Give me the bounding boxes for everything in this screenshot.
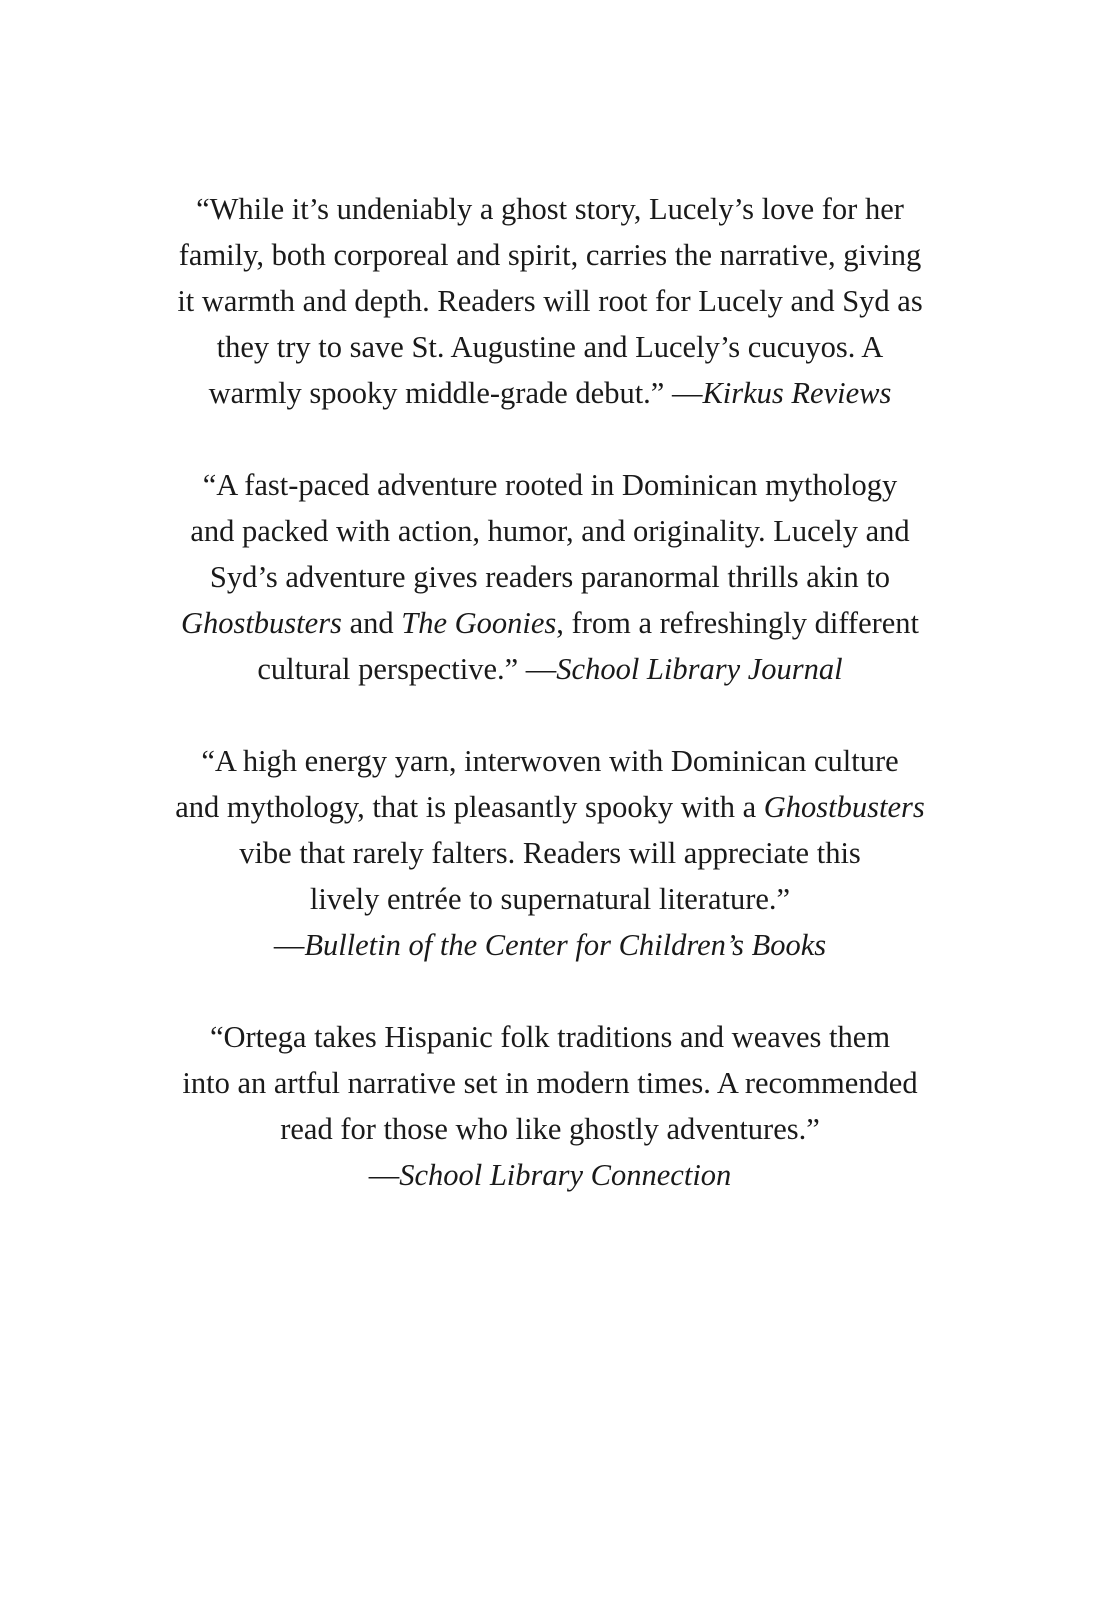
italic-text: The Goonies <box>401 606 557 640</box>
quote-text: — <box>273 928 305 962</box>
italic-text: School Library Connection <box>399 1158 732 1192</box>
blurb-line <box>110 508 990 554</box>
blurb-line <box>110 232 990 278</box>
blurb-line <box>110 600 990 646</box>
review-blurb <box>110 738 990 968</box>
blurb-line <box>110 186 990 232</box>
quote-text: “Ortega takes Hispanic folk traditions and weaves them <box>209 1020 891 1054</box>
blurb-line <box>110 830 990 876</box>
blurb-line <box>110 738 990 784</box>
quote-text: Syd’s adventure gives readers paranormal thrills akin to <box>209 560 891 594</box>
blurb-line <box>110 1060 990 1106</box>
blurb-line <box>110 784 990 830</box>
blurb-line <box>110 278 990 324</box>
review-blurb <box>110 186 990 416</box>
blurb-line <box>110 370 990 416</box>
quote-text: cultural perspective.” — <box>257 652 557 686</box>
quote-text: “A high energy yarn, interwoven with Dominican culture <box>201 744 899 778</box>
review-blurb <box>110 1014 990 1198</box>
quote-text: “A fast-paced adventure rooted in Dominican mythology <box>202 468 898 502</box>
quote-text: warmly spooky middle-grade debut.” — <box>208 376 703 410</box>
quote-text: vibe that rarely falters. Readers will appreciate this <box>239 836 861 870</box>
quote-text: family, both corporeal and spirit, carries the narrative, giving <box>178 238 922 272</box>
review-quotes <box>110 186 990 1244</box>
quote-text: lively entrée to supernatural literature.” <box>309 882 791 916</box>
quote-text: and packed with action, humor, and originality. Lucely and <box>190 514 910 548</box>
quote-text: they try to save St. Augustine and Lucely’s cucuyos. A <box>216 330 884 364</box>
quote-text: “While it’s undeniably a ghost story, Lucely’s love for her <box>196 192 904 226</box>
blurb-line <box>110 324 990 370</box>
italic-text: Kirkus Reviews <box>702 376 892 410</box>
italic-text: Ghostbusters <box>180 606 342 640</box>
blurb-line <box>110 876 990 922</box>
quote-text: , from a refreshingly different <box>556 606 920 640</box>
quote-text: it warmth and depth. Readers will root for Lucely and Syd as <box>177 284 923 318</box>
italic-text: Bulletin of the Center for Children’s Books <box>304 928 827 962</box>
quote-text: and <box>341 606 402 640</box>
blurb-line <box>110 1106 990 1152</box>
blurb-line <box>110 554 990 600</box>
blurb-line <box>110 1014 990 1060</box>
italic-text: Ghostbusters <box>763 790 925 824</box>
review-blurb <box>110 462 990 692</box>
quote-text: and mythology, that is pleasantly spooky with a <box>175 790 764 824</box>
blurb-line <box>110 646 990 692</box>
quote-text: read for those who like ghostly adventures.” <box>280 1112 820 1146</box>
quote-text: — <box>368 1158 400 1192</box>
blurb-line <box>110 922 990 968</box>
quote-text: into an artful narrative set in modern times. A recommended <box>182 1066 918 1100</box>
blurb-line <box>110 462 990 508</box>
italic-text: School Library Journal <box>556 652 843 686</box>
blurb-line <box>110 1152 990 1198</box>
